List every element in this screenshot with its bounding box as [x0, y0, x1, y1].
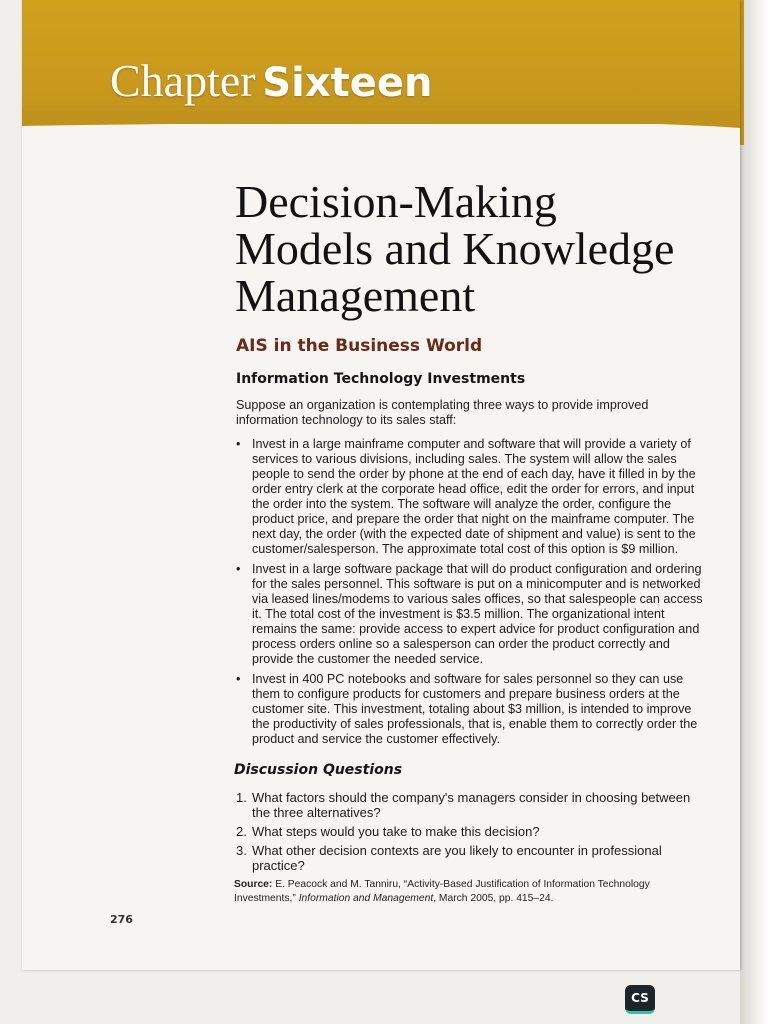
question-item — [236, 843, 706, 873]
question-text: What factors should the company's managers consider in choosing between the three alternatives? — [252, 790, 691, 820]
source-details: , March 2005, pp. 415–24. — [433, 893, 554, 904]
source-journal: Information and Management — [298, 893, 434, 904]
question-number: 3. — [236, 843, 247, 858]
book-page — [22, 0, 740, 970]
chapter-title-line: Decision-Making — [235, 176, 557, 227]
question-number: 2. — [236, 824, 247, 839]
chapter-title-line: Management — [235, 270, 476, 321]
badge-text: CS — [631, 991, 649, 1005]
page-number: 276 — [110, 913, 133, 926]
list-item-text: Invest in a large software package that will do product configuration and ordering for the sales personnel. This software is put on a minicomputer and is networked via leased lines/modems to various sales offices, so that salespeople can access it. The total cost of the investment is $3.5 million. The organizational intent remains the same: provide access to expert advice for product configuration and process orders online so a salesperson can order the product correctly and provide the customer the needed service. — [252, 562, 703, 666]
bullet-icon: • — [236, 672, 241, 686]
subsection-title: Information Technology Investments — [236, 371, 526, 387]
source-citation — [234, 878, 706, 906]
options-list — [236, 437, 706, 752]
adjacent-page-edge — [740, 0, 768, 1024]
intro-paragraph: Suppose an organization is contemplating three ways to provide improved information technology to its sales staff: — [236, 398, 649, 427]
question-text: What steps would you take to make this decision? — [252, 824, 540, 839]
source-authors: E. Peacock and M. Tanniru, “Activity-Based Justification of Information Technology Investments,” — [234, 879, 650, 904]
list-item — [236, 672, 706, 747]
list-item-text: Invest in a large mainframe computer and software that will provide a variety of services to various divisions, including sales. The system will allow the sales people to send the order by phone at the end of each day, have it filled in by the order entry clerk at the corporate head office, edit the order for errors, and input the order into the system. The software will analyze the order, configure the product price, and prepare the order that night on the mainframe computer. The next day, the order (with the expected date of shipment and value) is sent to the customer/salesperson. The approximate total cost of this option is $9 million. — [252, 437, 696, 556]
bullet-icon: • — [236, 562, 241, 576]
question-text: What other decision contexts are you likely to encounter in professional practice? — [252, 843, 662, 873]
chapter-heading — [110, 54, 432, 107]
bullet-icon: • — [236, 437, 241, 451]
question-item — [236, 824, 706, 839]
list-item — [236, 437, 706, 557]
question-item — [236, 790, 706, 820]
chapter-title-line: Models and Knowledge — [235, 223, 675, 274]
chapter-word: Chapter — [110, 55, 256, 106]
section-title: AIS in the Business World — [236, 336, 483, 356]
list-item-text: Invest in 400 PC notebooks and software for sales personnel so they can use them to configure products for customers and prepare business orders at the customer site. This investment, totaling about $3 million, is intended to improve the productivity of sales professionals, that is, enable them to correctly order the product and service the customer effectively. — [252, 672, 698, 746]
list-item — [236, 562, 706, 667]
questions-list — [236, 790, 706, 877]
camscanner-badge-icon — [625, 985, 655, 1014]
chapter-title — [235, 178, 705, 319]
chapter-number: Sixteen — [262, 60, 433, 106]
question-number: 1. — [236, 790, 247, 805]
discussion-title: Discussion Questions — [234, 762, 403, 778]
header-band-curve — [22, 110, 740, 150]
source-label: Source: — [234, 879, 273, 890]
